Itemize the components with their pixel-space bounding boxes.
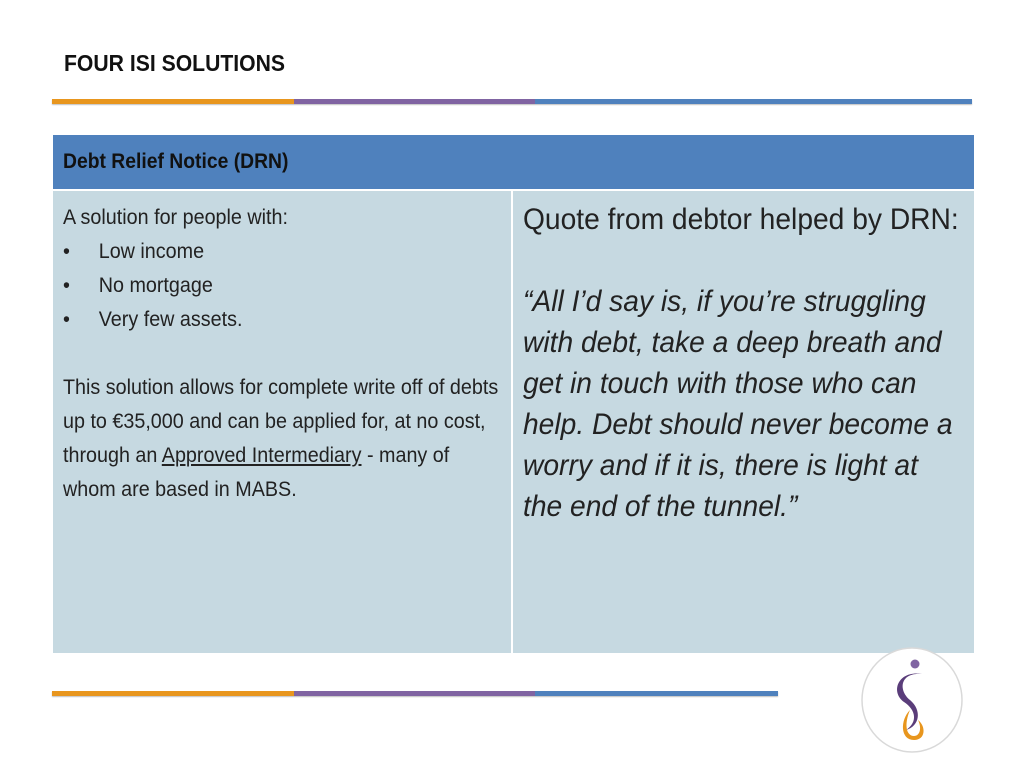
eligibility-list	[63, 235, 505, 337]
debtor-quote: “All I’d say is, if you’re struggling with debt, take a deep breath and get in touch with those who can help. Debt should never become a worry and if it is, there is light at the end of the tunnel.”	[523, 285, 953, 523]
list-item-label: Low income	[98, 240, 205, 263]
description-paragraph	[63, 371, 505, 507]
right-cell	[513, 191, 974, 653]
list-item-label: No mortgage	[98, 274, 213, 297]
table-body	[53, 191, 974, 653]
table-header-label: Debt Relief Notice (DRN)	[63, 150, 289, 173]
bullet-icon: •	[63, 274, 70, 297]
right-cell-text	[523, 199, 965, 527]
left-cell	[53, 191, 513, 653]
list-item	[63, 303, 505, 337]
left-cell-text	[63, 201, 505, 507]
table-header	[53, 135, 974, 191]
list-item	[63, 269, 505, 303]
divider-blue-segment	[535, 99, 972, 104]
drn-table	[52, 134, 975, 656]
list-item-label: Very few assets.	[98, 308, 243, 331]
divider-blue-segment	[535, 691, 778, 696]
divider-purple-segment	[294, 99, 535, 104]
isi-logo-icon	[860, 646, 964, 754]
divider-orange-segment	[52, 99, 294, 104]
list-item	[63, 235, 505, 269]
description-text-end: - many of whom are based in MABS.	[63, 444, 450, 501]
left-intro: A solution for people with:	[63, 206, 288, 229]
divider-orange-segment	[52, 691, 294, 696]
bullet-icon: •	[63, 308, 70, 331]
bullet-icon: •	[63, 240, 70, 263]
divider-purple-segment	[294, 691, 535, 696]
bottom-divider-bar	[52, 691, 778, 696]
description-text: This solution allows for complete write off of debts up to €35,000 and can be applied for, at no cost, through an	[63, 376, 499, 467]
quote-heading: Quote from debtor helped by DRN:	[523, 203, 959, 236]
approved-intermediary-link[interactable]: Approved Intermediary	[161, 444, 362, 467]
page-title: FOUR ISI SOLUTIONS	[64, 50, 286, 76]
top-divider-bar	[52, 99, 972, 104]
